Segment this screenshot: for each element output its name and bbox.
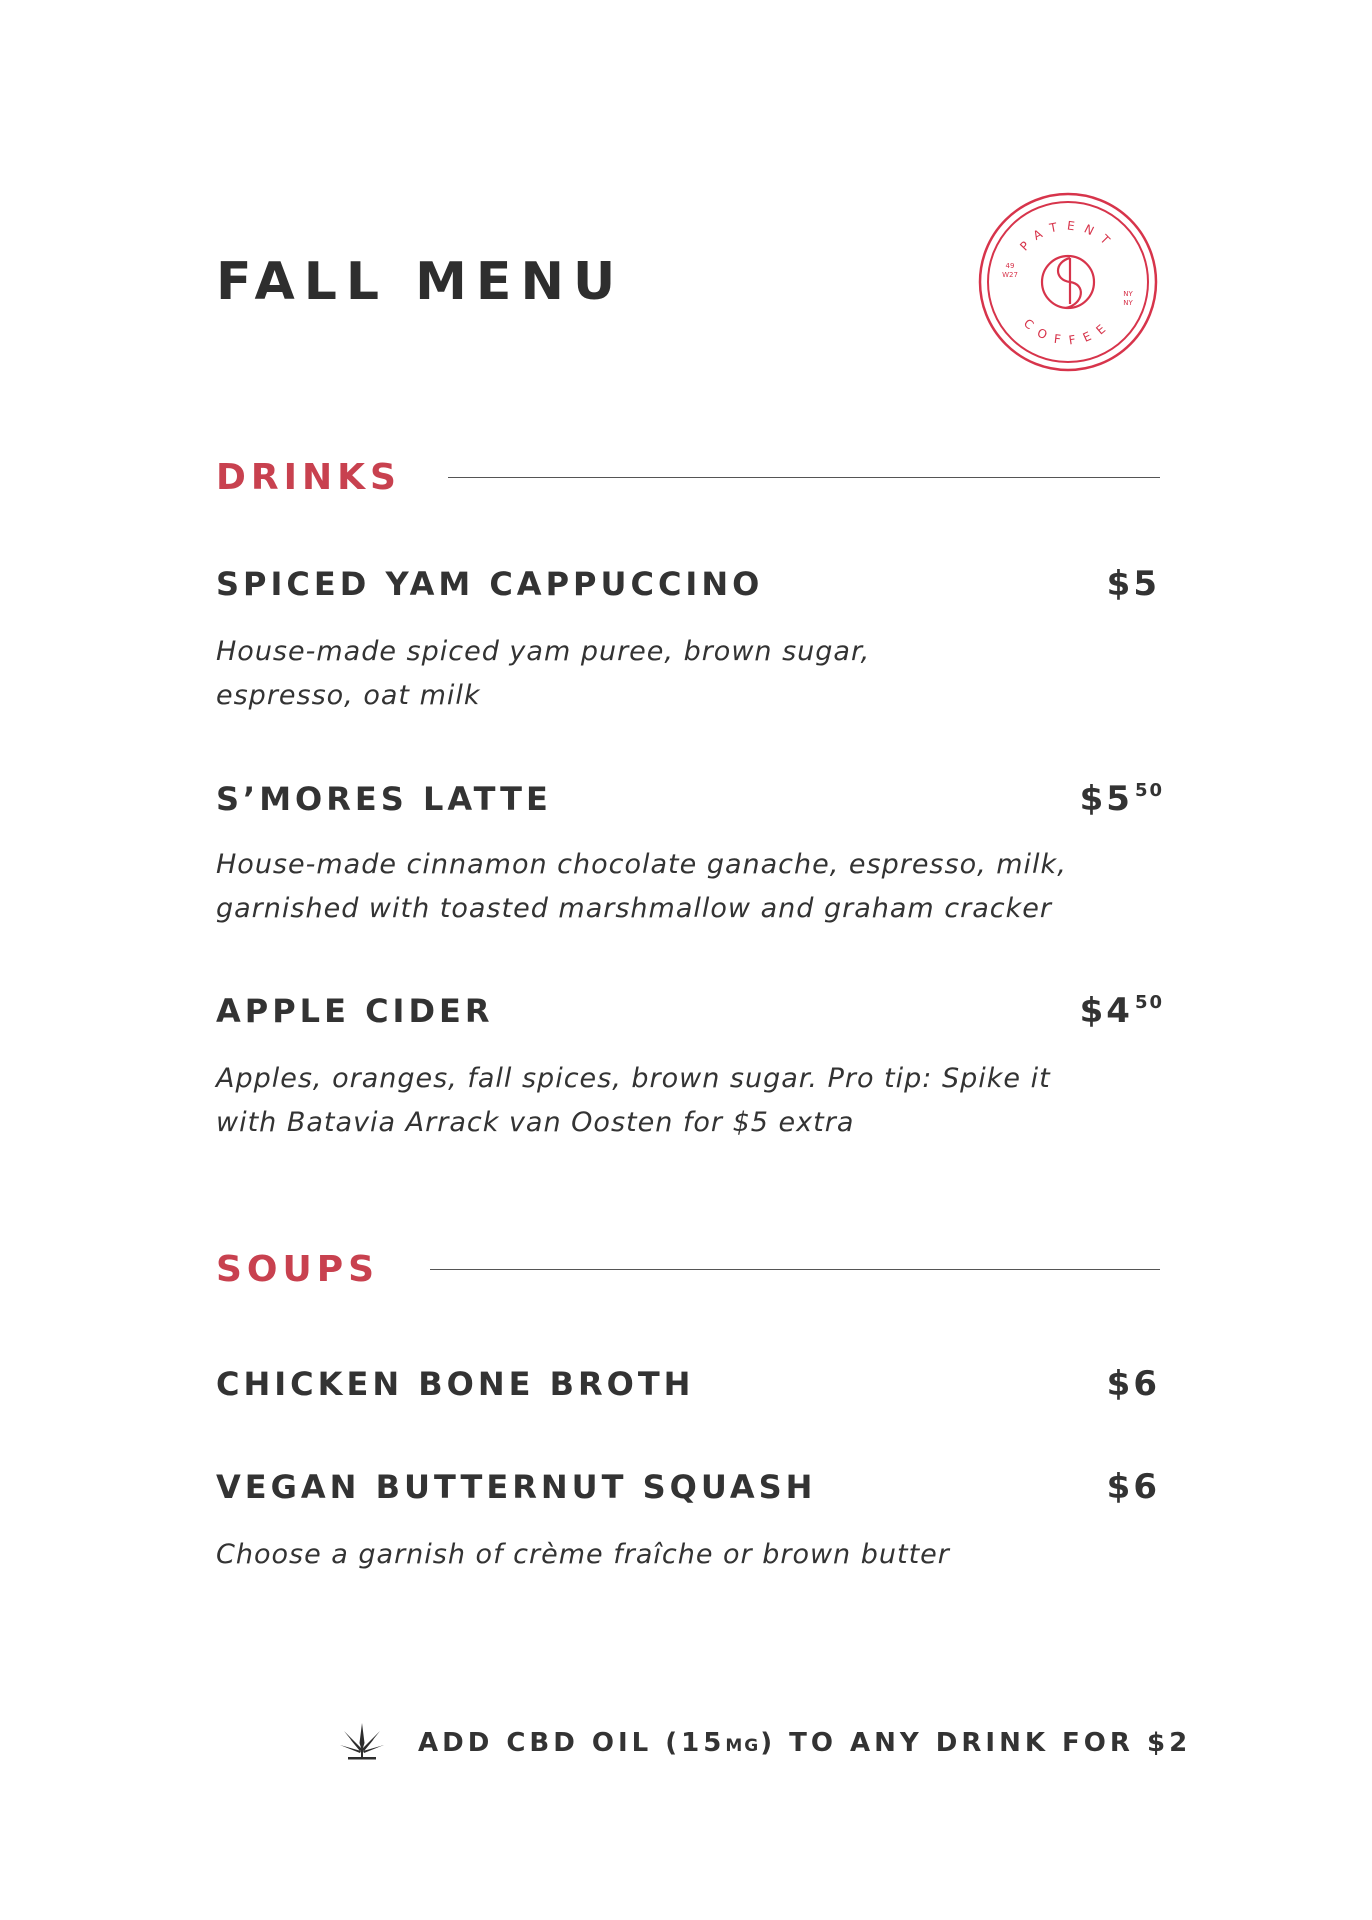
logo-bottom-text: COFFEE: [1020, 316, 1116, 348]
item-name-chicken-bone-broth: CHICKEN BONE BROTH: [216, 1365, 695, 1403]
svg-text:PATENT: [1017, 218, 1119, 253]
item-name-spiced-yam-cappuccino: SPICED YAM CAPPUCCINO: [216, 565, 764, 603]
item-name-vegan-butternut-squash: VEGAN BUTTERNUT SQUASH: [216, 1468, 817, 1506]
item-description-smores-latte: House-made cinnamon chocolate ganache, espresso, milk, garnished with toasted marshmallow and graham cracker: [216, 849, 1067, 924]
logo-left-text-2: W27: [1002, 271, 1018, 279]
patent-coffee-logo: [978, 192, 1158, 372]
cbd-addon-text: ADD CBD OIL (15MG) TO ANY DRINK FOR $2: [418, 1728, 1192, 1758]
logo-right-text-2: NY: [1123, 299, 1133, 307]
hemp-leaf-icon: [340, 1721, 384, 1765]
item-price-apple-cider: $4 $^{50}$: [1079, 991, 1164, 1031]
item-name-apple-cider: APPLE CIDER: [216, 992, 494, 1030]
soups-divider: [430, 1269, 1160, 1270]
item-description-spiced-yam-cappuccino: House-made spiced yam puree, brown sugar, espresso, oat milk: [216, 636, 871, 711]
section-title-drinks: DRINKS: [216, 457, 401, 498]
logo-right-text-1: NY: [1123, 290, 1133, 298]
logo-top-text: PATENT: [1017, 218, 1119, 254]
svg-text:COFFEE: [1021, 316, 1115, 347]
page-title: FALL MENU: [216, 252, 625, 312]
logo-left-text-1: 49: [1005, 262, 1015, 270]
drinks-divider: [448, 477, 1160, 478]
section-title-soups: SOUPS: [216, 1249, 380, 1290]
cbd-addon-note: [340, 1718, 1191, 1768]
item-price-vegan-butternut-squash: $6: [1106, 1467, 1160, 1507]
logo-monogram: [1042, 256, 1094, 308]
item-description-vegan-butternut-squash: Choose a garnish of crème fraîche or brown butter: [216, 1539, 950, 1570]
item-price-smores-latte: $5 $^{50}$: [1079, 779, 1164, 819]
item-price-chicken-bone-broth: $6: [1106, 1364, 1160, 1404]
item-price-spiced-yam-cappuccino: $5: [1106, 564, 1160, 604]
item-description-apple-cider: Apples, oranges, fall spices, brown sugar. Pro tip: Spike it with Batavia Arrack van Oosten for $5 extra: [216, 1063, 1051, 1138]
item-name-smores-latte: S’MORES LATTE: [216, 780, 552, 818]
